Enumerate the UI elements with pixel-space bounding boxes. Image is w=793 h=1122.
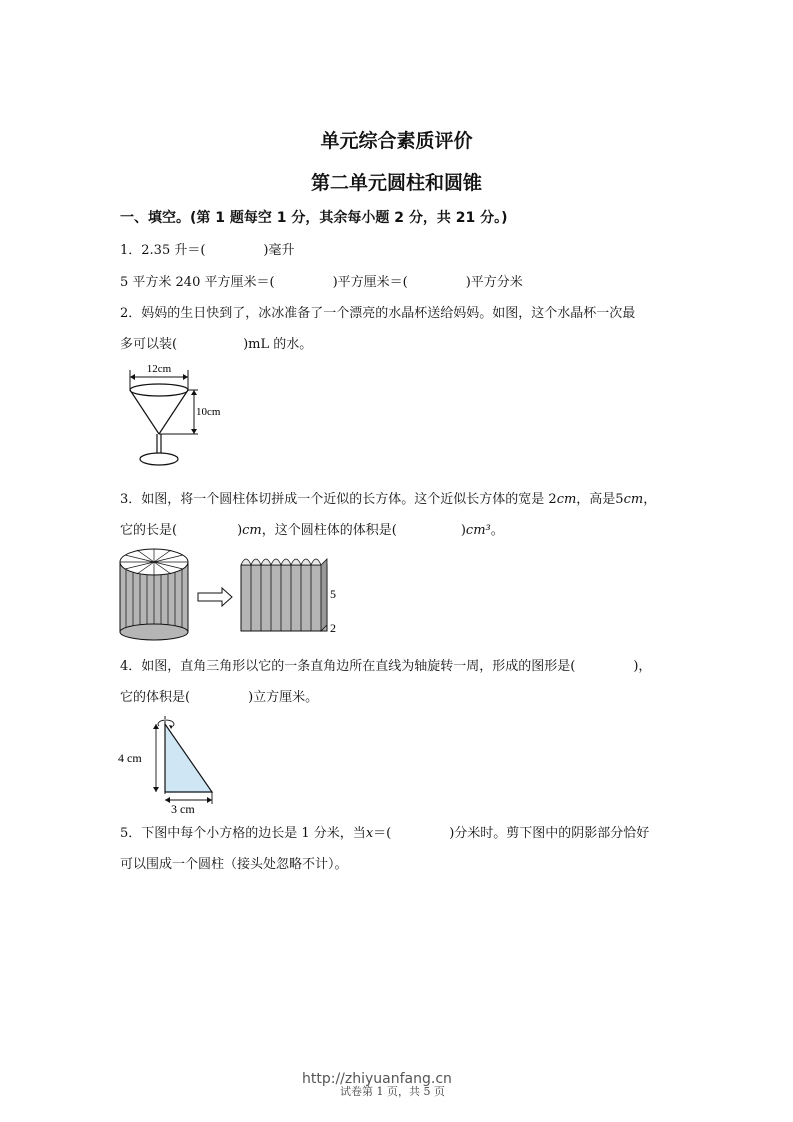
q3-text-b: ，高是5 xyxy=(576,492,624,507)
question-3-line-1 xyxy=(120,488,656,507)
q2-text-a: 多可以装( xyxy=(120,337,178,352)
question-1-line-1 xyxy=(120,239,295,258)
section-heading: 一、填空。(第 1 题每空 1 分，其余每小题 2 分，共 21 分。) xyxy=(120,210,508,226)
question-3-line-2 xyxy=(120,519,504,538)
q5-variable: x xyxy=(365,826,374,841)
question-2-line-1: 2．妈妈的生日快到了，冰冰准备了一个漂亮的水晶杯送给妈妈。如图，这个水晶杯一次最 xyxy=(120,306,636,321)
q1-text-d: )平方厘米＝( xyxy=(332,275,408,290)
triangle-base-label: 3 cm xyxy=(171,802,195,816)
q5-text-a: 5．下图中每个小方格的边长是 1 分米，当 xyxy=(120,826,366,841)
q1-text-c: 5 平方米 240 平方厘米＝( xyxy=(120,275,275,290)
question-5-line-2: 可以围成一个圆柱（接头处忽略不计）。 xyxy=(120,857,348,872)
q4-text-a: 4．如图，直角三角形以它的一条直角边所在直线为轴旋转一周，形成的图形是( xyxy=(120,659,576,674)
q3-unit-c: cm xyxy=(242,523,262,538)
cuboid-height-label: 5 xyxy=(330,587,336,601)
q4-text-d: )立方厘米。 xyxy=(248,690,319,705)
q1-text-a: 1．2.35 升＝( xyxy=(120,243,206,258)
question-4-line-1 xyxy=(120,655,651,674)
q2-text-b: )mL 的水。 xyxy=(243,337,313,352)
q1-text-b: )毫升 xyxy=(263,243,295,258)
question-5-line-1 xyxy=(120,822,649,841)
cup-width-label: 12cm xyxy=(146,363,172,375)
cuboid-width-label: 2 xyxy=(330,621,336,635)
q3-text-c: ， xyxy=(643,492,657,507)
q3-unit-d: cm³ xyxy=(465,523,491,538)
q4-text-b: )， xyxy=(633,659,652,674)
q3-unit-a: cm xyxy=(556,492,577,507)
q3-text-g: ) xyxy=(460,523,466,538)
q3-text-d: 它的长是( xyxy=(120,523,178,538)
q1-text-e: )平方分米 xyxy=(465,275,523,290)
q3-text-h: 。 xyxy=(490,523,504,538)
right-triangle-figure xyxy=(116,712,226,816)
q3-text-a: 3．如图，将一个圆柱体切拼成一个近似的长方体。这个近似长方体的宽是 2 xyxy=(120,492,557,507)
q3-unit-b: cm xyxy=(623,492,644,507)
question-1-line-2 xyxy=(120,271,523,290)
q3-text-e: ) xyxy=(237,523,243,538)
cylinder-to-cuboid-figure xyxy=(116,545,346,641)
cup-height-label: 10cm xyxy=(196,406,221,418)
q5-text-b: ＝( xyxy=(373,826,392,841)
q4-text-c: 它的体积是( xyxy=(120,690,191,705)
page-title: 单元综合素质评价 xyxy=(320,130,473,152)
page-subtitle: 第二单元圆柱和圆锥 xyxy=(310,172,482,194)
question-4-line-2 xyxy=(120,686,318,705)
triangle-height-label: 4 cm xyxy=(118,751,142,765)
page-number: 试卷第 1 页，共 5 页 xyxy=(340,1085,445,1098)
crystal-cup-figure xyxy=(118,360,238,472)
question-2-line-2 xyxy=(120,333,312,352)
watermark: http://zhiyuanfang.cn xyxy=(302,1071,452,1087)
q5-text-c: )分米时。剪下图中的阴影部分恰好 xyxy=(449,826,650,841)
q3-text-f: ，这个圆柱体的体积是( xyxy=(261,523,397,538)
